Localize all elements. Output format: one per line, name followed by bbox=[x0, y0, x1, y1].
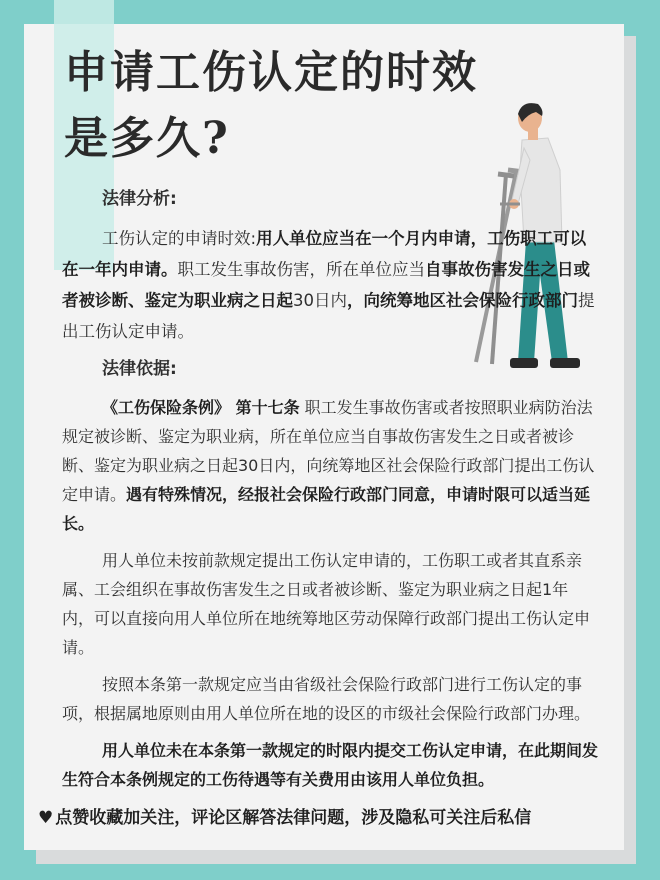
footer-text: 点赞收藏加关注，评论区解答法律问题，涉及隐私可关注后私信 bbox=[55, 808, 532, 828]
analysis-text-b: 用人单位应当在一个月内申请，工伤职工可以在一年内申请。 bbox=[62, 229, 587, 279]
title-line-1: 申请工伤认定的时效 bbox=[64, 47, 478, 98]
analysis-text-g: 提出工伤认定申请。 bbox=[62, 291, 595, 341]
basis-paragraph-4 bbox=[62, 736, 598, 794]
basis-p1-b: 职工发生事故伤害或者按照职业病防治法规定被诊断、鉴定为职业病，所在单位应当自事故伤害发生之日或者被诊断、鉴定为职业病之日起30日内，向统筹地区社会保险行政部门提出工伤认定申请。 bbox=[62, 398, 595, 504]
footer-cta bbox=[38, 803, 628, 828]
title-line-2: 是多久? bbox=[64, 113, 230, 164]
analysis-text-d: 自事故伤害发生之日或者被诊断、鉴定为职业病之日起 bbox=[62, 260, 590, 310]
basis-p1-c: 遇有特殊情况，经报社会保险行政部门同意，申请时限可以适当延长。 bbox=[62, 485, 591, 533]
analysis-text-c: 职工发生事故伤害，所在单位应当 bbox=[177, 260, 425, 279]
basis-paragraph-2: 用人单位未按前款规定提出工伤认定申请的，工伤职工或者其直系亲属、工会组织在事故伤害发生之日或者被诊断、鉴定为职业病之日起1年内，可以直接向用人单位所在地统筹地区劳动保障行政部门提出工伤认定申请。 bbox=[62, 551, 591, 657]
basis-p1-a: 《工伤保险条例》 第十七条 bbox=[102, 398, 300, 417]
basis-heading: 法律依据: bbox=[102, 359, 177, 379]
heart-icon: ♥ bbox=[38, 808, 54, 828]
basis-paragraph-3: 按照本条第一款规定应当由省级社会保险行政部门进行工伤认定的事项，根据属地原则由用人单位所在地的设区的市级社会保险行政部门办理。 bbox=[62, 675, 591, 723]
analysis-heading: 法律分析: bbox=[102, 189, 177, 209]
analysis-text-a: 工伤认定的申请时效: bbox=[102, 229, 257, 248]
basis-paragraph-1 bbox=[62, 393, 598, 538]
analysis-text-e: 30日内 bbox=[293, 291, 347, 310]
analysis-text-f: ，向统筹地区社会保险行政部门 bbox=[347, 291, 578, 310]
analysis-paragraph bbox=[62, 223, 598, 347]
article-body bbox=[62, 185, 598, 802]
basis-p4-text: 用人单位未在本条第一款规定的时限内提交工伤认定申请，在此期间发生符合本条例规定的工伤待遇等有关费用由该用人单位负担。 bbox=[62, 741, 599, 789]
